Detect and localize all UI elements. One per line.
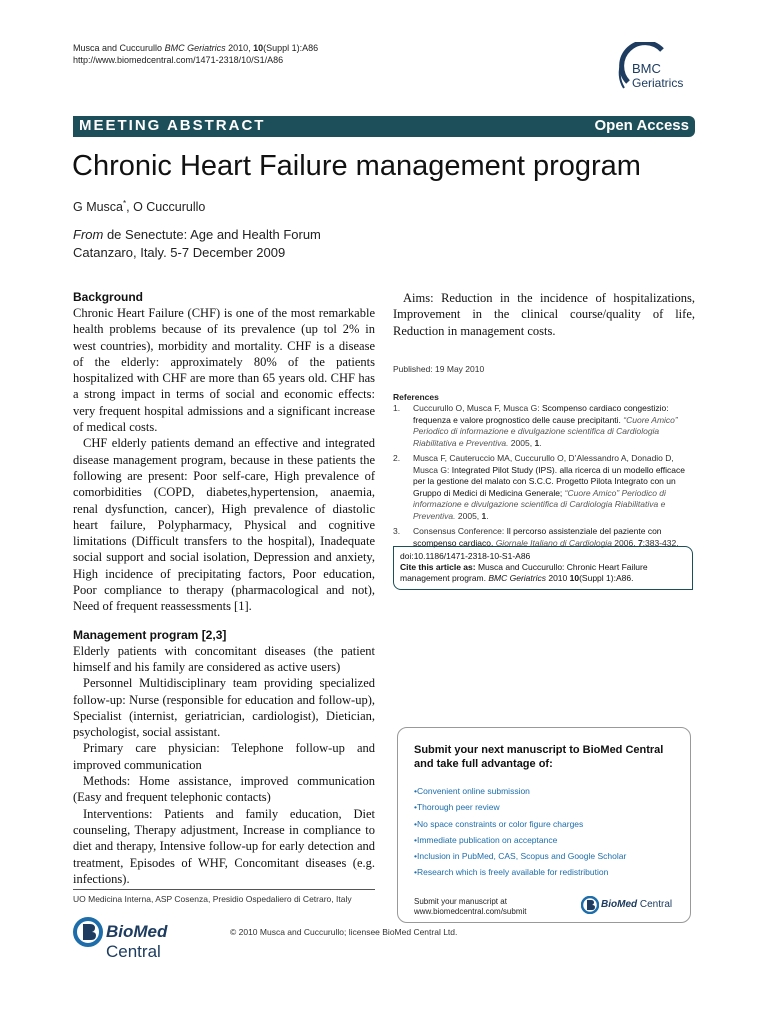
biomed-central-logo: BioMed Central: [73, 917, 223, 947]
left-column: [73, 290, 375, 887]
references-heading: References: [393, 392, 439, 402]
benefit-item[interactable]: • Immediate publication on acceptance: [414, 835, 626, 851]
reference-item: 2. Musca F, Cauteruccio MA, Cuccurullo O, D’Alessandro A, Donadio D, Musca G: Integrated Pilot Study (IPS). alla ricerca di un modello efficace per la gestione del malato con S.C.C. Progetto Pilota Integrato con un Gruppo di Medici di Medicina Generale; “Cuore Amico” Periodico di informazione e divulgazione scientifica di Cardiologia Riabilitativa e Preventiva. 2005, 1.: [393, 453, 685, 521]
header-journal: BMC Geriatrics: [164, 43, 226, 53]
background-heading: Background: [73, 290, 144, 304]
management-paragraph: Primary care physician: Telephone follow-up and improved communication: [73, 741, 375, 772]
benefit-item[interactable]: • Inclusion in PubMed, CAS, Scopus and Google Scholar: [414, 851, 626, 867]
copyright-notice: © 2010 Musca and Cuccurullo; licensee BioMed Central Ltd.: [230, 927, 458, 937]
right-column: [393, 290, 695, 339]
reference-item: 1. Cuccurullo O, Musca F, Musca G: Scompenso cardiaco congestizio: frequenza e valore prognostico delle cause precipitanti. “Cuore Amico” Periodico di informazione e divulgazione scientifica di Cardiologia Riabilitativa e Preventiva. 2005, 1.: [393, 403, 678, 448]
submission-box: [397, 727, 691, 923]
citation-box: doi:10.1186/1471-2318-10-S1-A86 Cite this article as: Musca and Cuccurullo: Chronic Heart Failure management program. BMC Geriatrics 2010 10(Suppl 1):A86.: [393, 546, 693, 590]
background-paragraph: CHF elderly patients demand an effective and integrated disease management program, because in these patients the following are present: Poor self-care, High prevalence of comorbidities (COPD, diabetes,hypertension, anaemia, renal dysfunction, cancer), High prevalence of diastolic heart failure, Polypharmacy, Physical and cognitive limitations (Difficult transfers to the hospital), Inadequate social support and social isolation, Depression and anxiety, High incidence of precipitating factors, Poor education, Poor compliance to therapy (pharmacological and not), Need of frequent reassessments [1].: [73, 436, 375, 614]
header-url[interactable]: http://www.biomedcentral.com/1471-2318/10/S1/A86: [73, 55, 284, 65]
benefit-item[interactable]: • Thorough peer review: [414, 802, 626, 818]
running-header: [73, 42, 318, 66]
benefit-list: [414, 786, 626, 884]
article-type: MEETING ABSTRACT: [79, 117, 266, 134]
journal-logo: [610, 42, 705, 102]
published-date: Published: 19 May 2010: [393, 364, 485, 374]
benefit-item[interactable]: • No space constraints or color figure charges: [414, 819, 626, 835]
management-paragraph: Methods: Home assistance, improved communication (Easy and frequent telephonic contacts): [73, 774, 375, 805]
management-heading: Management program [2,3]: [73, 627, 227, 642]
benefit-item[interactable]: • Research which is freely available for redistribution: [414, 867, 626, 883]
journal-logo-line1: BMC: [632, 61, 661, 76]
reference-list: [393, 403, 695, 553]
aims-paragraph: Aims: Reduction in the incidence of hospitalizations, Improvement in the clinical course/quality of life, Reduction in management costs.: [393, 291, 695, 338]
submission-heading: Submit your next manuscript to BioMed Central and take full advantage of:: [414, 744, 664, 770]
reference-item: 3. Consensus Conference: Il percorso assistenziale del paziente con scompenso cardiaco. Giornale Italiano di Cardiologia 2006, 7:383-432.: [393, 526, 679, 548]
management-paragraph: Interventions: Patients and family education, Diet counseling, Therapy adjustment, Increase in compliance to diet and therapy, Intensive follow-up for early detection and treatment, Episodes of WHF, Concomitant diseases (e.g. infections).: [73, 806, 375, 886]
management-paragraph: Elderly patients with concomitant diseases (the patient himself and his family are considered as active users): [73, 643, 375, 674]
affiliation-footnote: UO Medicina Interna, ASP Cosenza, Presidio Ospedaliero di Cetraro, Italy: [73, 889, 375, 904]
submit-url[interactable]: Submit your manuscript at www.biomedcentral.com/submit: [414, 897, 527, 916]
background-paragraph: Chronic Heart Failure (CHF) is one of the most remarkable health problems because of its prevalence (up tol 2% in west countries), morbidity and mortality. CHF is a disease of the elderly: approximately 80% of the patients hospitalized with CHF are more than 65 years old. CHF has a strong impact in terms of social and economic effects: very frequent hospital admissions and a significant increase of medical costs.: [73, 306, 375, 435]
header-citation: Musca and Cuccurullo BMC Geriatrics 2010, 10(Suppl 1):A86: [73, 43, 319, 53]
biomed-central-logo-small: BioMed Central: [581, 896, 681, 914]
management-paragraph: Personnel Multidisciplinary team providing specialized follow-up: Nurse (responsible for education and follow-up), Specialist (internist, geriatrician, cardiologist), Dietician, psychologist, social assistant.: [73, 676, 375, 740]
benefit-item[interactable]: • Convenient online submission: [414, 786, 626, 802]
author-list: G Musca*, O Cuccurullo: [73, 199, 206, 215]
meeting-info: From de Senectute: Age and Health Forum Catanzaro, Italy. 5-7 December 2009: [73, 227, 321, 260]
biomed-logo-icon: [73, 917, 103, 947]
article-title: Chronic Heart Failure management program: [72, 150, 641, 182]
biomed-logo-icon: [581, 896, 599, 914]
open-access-label: Open Access: [594, 117, 689, 134]
doi[interactable]: doi:10.1186/1471-2318-10-S1-A86: [400, 551, 531, 561]
journal-logo-line2: Geriatrics: [632, 76, 684, 90]
article-type-banner: [73, 116, 695, 137]
